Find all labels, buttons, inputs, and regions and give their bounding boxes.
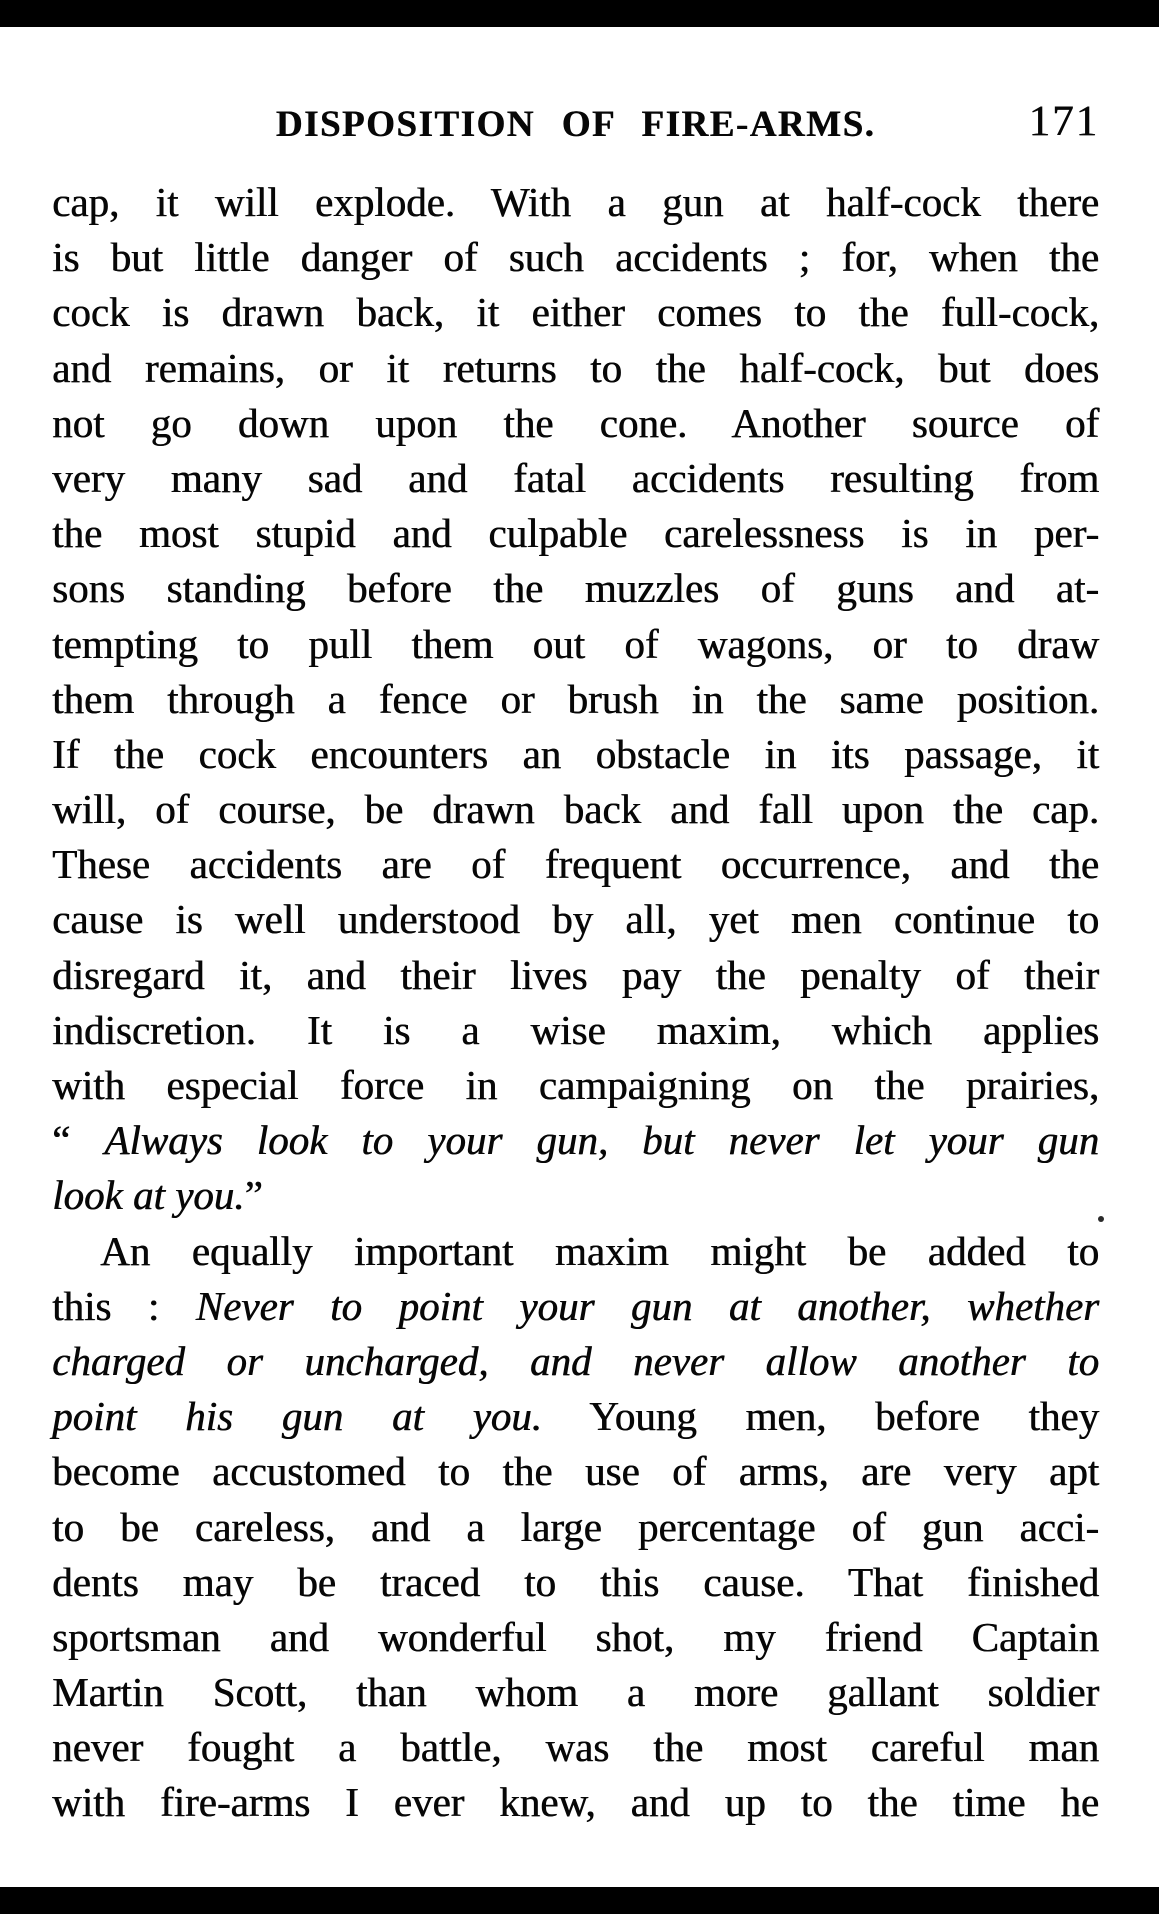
text-line (52, 1500, 1099, 1555)
text-segment: with fire-arms I ever knew, and up to the time he (52, 1779, 1099, 1826)
page-number: 171 (1028, 98, 1099, 145)
text-line (52, 1610, 1099, 1665)
text-line (52, 1444, 1099, 1499)
text-line (52, 837, 1099, 892)
text-line (52, 672, 1099, 727)
text-segment: An equally important maxim might be added to (100, 1227, 1099, 1274)
text-segment: cock is drawn back, it either comes to the full-cock, (52, 289, 1099, 336)
text-line (52, 561, 1099, 616)
text-segment: never fought a battle, was the most careful man (52, 1724, 1099, 1771)
text-segment: dents may be traced to this cause. That finished (52, 1558, 1099, 1605)
text-segment: this : (52, 1282, 196, 1329)
text-line (52, 1168, 1099, 1223)
text-segment: disregard it, and their lives pay the penalty of their (52, 951, 1099, 998)
scan-edge-bottom (0, 1887, 1159, 1914)
text-segment: indiscretion. It is a wise maxim, which applies (52, 1006, 1099, 1053)
text-line (52, 1665, 1099, 1720)
text-line (52, 617, 1099, 672)
text-line (52, 396, 1099, 451)
text-line (52, 1279, 1099, 1334)
text-line (52, 1224, 1099, 1279)
text-segment: Martin Scott, than whom a more gallant soldier (52, 1669, 1099, 1716)
text-segment: tempting to pull them out of wagons, or to draw (52, 620, 1099, 667)
text-segment: and remains, or it returns to the half-cock, but does (52, 344, 1099, 391)
text-segment: not go down upon the cone. Another source of (52, 399, 1099, 446)
text-line (52, 1058, 1099, 1113)
text-line (52, 451, 1099, 506)
text-segment: cap, it will explode. With a gun at half-cock there (52, 179, 1099, 225)
text-segment: cause is well understood by all, yet men continue to (52, 896, 1099, 943)
running-header-title: DISPOSITION OF FIRE-ARMS. (275, 104, 876, 145)
text-segment: become accustomed to the use of arms, are very apt (52, 1448, 1099, 1495)
italic-text-segment: point his gun at you. (52, 1393, 542, 1440)
text-line (52, 727, 1099, 782)
text-line (52, 175, 1099, 230)
text-line (52, 1775, 1099, 1830)
text-segment: the most stupid and culpable carelessness is in per- (52, 510, 1099, 557)
italic-text-segment: charged or uncharged, and never allow another to (52, 1337, 1099, 1384)
text-segment: very many sad and fatal accidents resulting from (52, 454, 1099, 501)
text-segment: “ (52, 1117, 105, 1164)
text-segment: Young men, before they (541, 1393, 1099, 1440)
text-segment: will, of course, be drawn back and fall upon the cap. (52, 786, 1099, 833)
text-line (52, 892, 1099, 947)
text-segment: to be careless, and a large percentage of gun acci- (52, 1503, 1099, 1550)
text-segment: If the cock encounters an obstacle in its passage, it (52, 730, 1099, 777)
text-segment: is but little danger of such accidents ; for, when the (52, 234, 1099, 281)
italic-text-segment: look at you. (52, 1172, 245, 1219)
running-header (52, 98, 1099, 155)
text-line (52, 1003, 1099, 1058)
text-segment: These accidents are of frequent occurrence, and the (52, 841, 1099, 888)
text-line (52, 1334, 1099, 1389)
text-segment: sons standing before the muzzles of guns and at- (52, 565, 1099, 612)
text-line (52, 1113, 1099, 1168)
text-line (52, 782, 1099, 837)
text-segment: them through a fence or brush in the same position. (52, 675, 1099, 722)
text-line (52, 1555, 1099, 1610)
text-segment: ” (244, 1172, 263, 1219)
text-line (52, 506, 1099, 561)
text-segment: with especial force in campaigning on the prairies, (52, 1062, 1099, 1108)
text-line (52, 341, 1099, 396)
text-line (52, 230, 1099, 285)
scan-speckle (1098, 1216, 1104, 1222)
text-line (52, 1389, 1099, 1444)
text-line (52, 948, 1099, 1003)
italic-text-segment: Always look to your gun, but never let your gun (104, 1117, 1099, 1164)
body-text (52, 175, 1099, 1831)
scan-edge-top (0, 0, 1159, 27)
text-line (52, 1720, 1099, 1775)
text-segment: sportsman and wonderful shot, my friend Captain (52, 1613, 1099, 1660)
text-line (52, 285, 1099, 340)
italic-text-segment: Never to point your gun at another, whether (195, 1282, 1099, 1329)
